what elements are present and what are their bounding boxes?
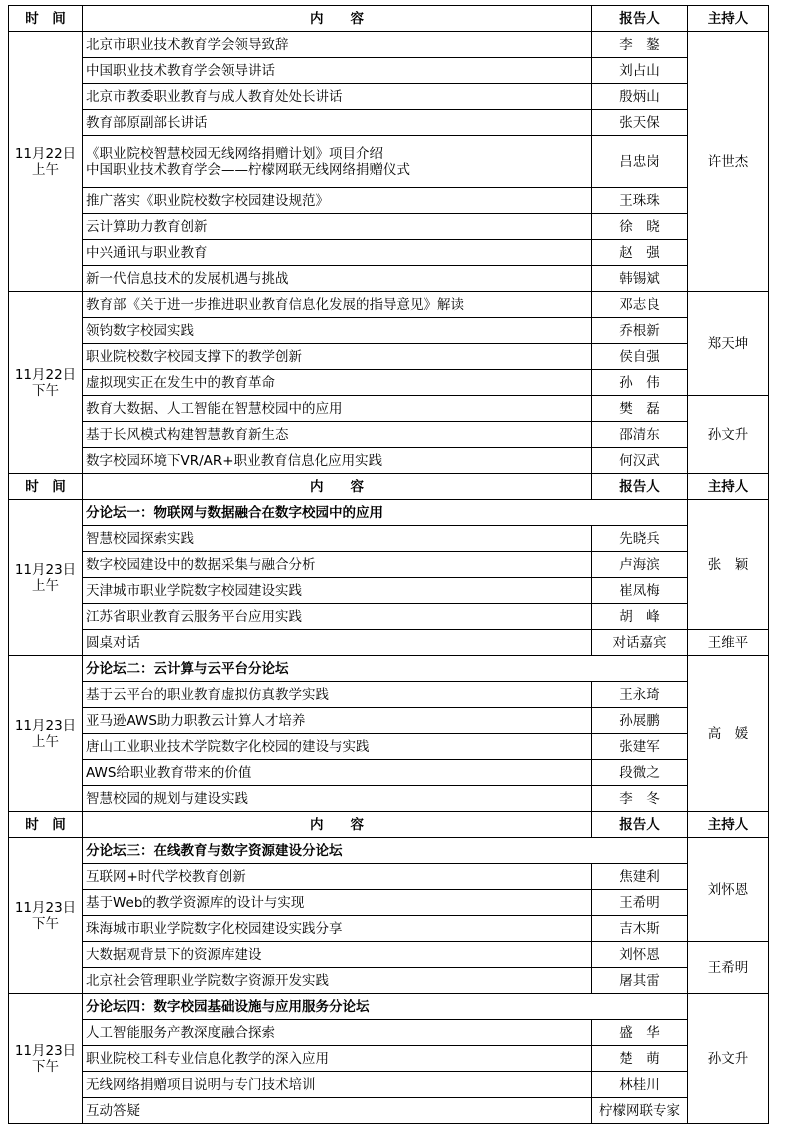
host-name: 许世杰 <box>688 32 769 292</box>
table-row <box>9 760 769 786</box>
speaker-name: 林桂川 <box>592 1072 688 1098</box>
talk-title: 教育部原副部长讲话 <box>83 110 592 136</box>
table-row <box>9 1072 769 1098</box>
header-content: 内 容 <box>83 6 592 32</box>
header-content: 内 容 <box>83 474 592 500</box>
talk-title: 大数据观背景下的资源库建设 <box>83 942 592 968</box>
talk-title: 亚马逊AWS助力职教云计算人才培养 <box>83 708 592 734</box>
header-row <box>9 6 769 32</box>
header-speaker: 报告人 <box>592 6 688 32</box>
talk-title: 智慧校园探索实践 <box>83 526 592 552</box>
speaker-name: 卢海滨 <box>592 552 688 578</box>
table-row <box>9 136 769 188</box>
table-row <box>9 1046 769 1072</box>
talk-title: 珠海城市职业学院数字化校园建设实践分享 <box>83 916 592 942</box>
table-row <box>9 734 769 760</box>
talk-title: 《职业院校智慧校园无线网络捐赠计划》项目介绍 中国职业技术教育学会——柠檬网联无线网络捐赠仪式 <box>83 136 592 188</box>
header-speaker: 报告人 <box>592 474 688 500</box>
schedule-table <box>8 5 769 1124</box>
header-time: 时 间 <box>9 812 83 838</box>
table-row <box>9 214 769 240</box>
speaker-name: 屠其雷 <box>592 968 688 994</box>
speaker-name: 刘占山 <box>592 58 688 84</box>
speaker-name: 吕忠岗 <box>592 136 688 188</box>
speaker-name: 徐 晓 <box>592 214 688 240</box>
table-row <box>9 448 769 474</box>
table-row <box>9 604 769 630</box>
talk-title: 无线网络捐赠项目说明与专门技术培训 <box>83 1072 592 1098</box>
talk-title: 基于云平台的职业教育虚拟仿真教学实践 <box>83 682 592 708</box>
table-row <box>9 942 769 968</box>
table-row <box>9 916 769 942</box>
talk-title: 基于长风模式构建智慧教育新生态 <box>83 422 592 448</box>
speaker-name: 邵清东 <box>592 422 688 448</box>
table-row <box>9 552 769 578</box>
header-row <box>9 812 769 838</box>
host-name: 王维平 <box>688 630 769 656</box>
speaker-name: 胡 峰 <box>592 604 688 630</box>
speaker-name: 赵 强 <box>592 240 688 266</box>
talk-title: 数字校园环境下VR/AR+职业教育信息化应用实践 <box>83 448 592 474</box>
talk-title: 新一代信息技术的发展机遇与挑战 <box>83 266 592 292</box>
speaker-name: 孙 伟 <box>592 370 688 396</box>
table-row <box>9 240 769 266</box>
speaker-name: 韩锡斌 <box>592 266 688 292</box>
speaker-name: 孙展鹏 <box>592 708 688 734</box>
speaker-name: 柠檬网联专家 <box>592 1098 688 1124</box>
talk-title: 推广落实《职业院校数字校园建设规范》 <box>83 188 592 214</box>
session-time: 11月23日 上午 <box>9 656 83 812</box>
speaker-name: 王希明 <box>592 890 688 916</box>
talk-title: 北京市职业技术教育学会领导致辞 <box>83 32 592 58</box>
speaker-name: 张建军 <box>592 734 688 760</box>
talk-title: 北京市教委职业教育与成人教育处处长讲话 <box>83 84 592 110</box>
talk-title: 江苏省职业教育云服务平台应用实践 <box>83 604 592 630</box>
speaker-name: 对话嘉宾 <box>592 630 688 656</box>
talk-title: 中兴通讯与职业教育 <box>83 240 592 266</box>
forum-title-row <box>9 656 769 682</box>
host-name: 孙文升 <box>688 994 769 1124</box>
talk-title: 职业院校数字校园支撑下的教学创新 <box>83 344 592 370</box>
table-row <box>9 682 769 708</box>
talk-title: 互动答疑 <box>83 1098 592 1124</box>
speaker-name: 李 鏊 <box>592 32 688 58</box>
header-host: 主持人 <box>688 812 769 838</box>
speaker-name: 刘怀恩 <box>592 942 688 968</box>
talk-title: 虚拟现实正在发生中的教育革命 <box>83 370 592 396</box>
header-row <box>9 474 769 500</box>
speaker-name: 段微之 <box>592 760 688 786</box>
speaker-name: 盛 华 <box>592 1020 688 1046</box>
table-row <box>9 344 769 370</box>
forum-title: 分论坛三：在线教育与数字资源建设分论坛 <box>83 838 688 864</box>
header-time: 时 间 <box>9 6 83 32</box>
talk-title: 数字校园建设中的数据采集与融合分析 <box>83 552 592 578</box>
table-row <box>9 1098 769 1124</box>
host-name: 刘怀恩 <box>688 838 769 942</box>
header-content: 内 容 <box>83 812 592 838</box>
talk-title: 教育部《关于进一步推进职业教育信息化发展的指导意见》解读 <box>83 292 592 318</box>
talk-title: 圆桌对话 <box>83 630 592 656</box>
talk-title: 互联网+时代学校教育创新 <box>83 864 592 890</box>
forum-title-row <box>9 994 769 1020</box>
table-row <box>9 396 769 422</box>
talk-title: 职业院校工科专业信息化教学的深入应用 <box>83 1046 592 1072</box>
talk-title: 唐山工业职业技术学院数字化校园的建设与实践 <box>83 734 592 760</box>
speaker-name: 何汉武 <box>592 448 688 474</box>
table-row <box>9 318 769 344</box>
speaker-name: 侯自强 <box>592 344 688 370</box>
forum-title: 分论坛二：云计算与云平台分论坛 <box>83 656 688 682</box>
table-row <box>9 370 769 396</box>
table-row <box>9 526 769 552</box>
session-time: 11月22日 下午 <box>9 292 83 474</box>
forum-title-row <box>9 500 769 526</box>
host-name: 张 颖 <box>688 500 769 630</box>
speaker-name: 樊 磊 <box>592 396 688 422</box>
table-row <box>9 58 769 84</box>
talk-title: 教育大数据、人工智能在智慧校园中的应用 <box>83 396 592 422</box>
speaker-name: 焦建利 <box>592 864 688 890</box>
talk-title: 人工智能服务产教深度融合探索 <box>83 1020 592 1046</box>
table-row <box>9 110 769 136</box>
forum-title: 分论坛四：数字校园基础设施与应用服务分论坛 <box>83 994 688 1020</box>
forum-title: 分论坛一：物联网与数据融合在数字校园中的应用 <box>83 500 688 526</box>
host-name: 郑天坤 <box>688 292 769 396</box>
talk-title: 云计算助力教育创新 <box>83 214 592 240</box>
table-row <box>9 630 769 656</box>
forum-title-row <box>9 838 769 864</box>
talk-title: 中国职业技术教育学会领导讲话 <box>83 58 592 84</box>
table-row <box>9 422 769 448</box>
speaker-name: 崔凤梅 <box>592 578 688 604</box>
speaker-name: 先晓兵 <box>592 526 688 552</box>
table-row <box>9 266 769 292</box>
host-name: 王希明 <box>688 942 769 994</box>
table-row <box>9 968 769 994</box>
speaker-name: 吉木斯 <box>592 916 688 942</box>
session-time: 11月23日 下午 <box>9 994 83 1124</box>
table-row <box>9 864 769 890</box>
table-row <box>9 292 769 318</box>
table-row <box>9 890 769 916</box>
talk-title: 北京社会管理职业学院数字资源开发实践 <box>83 968 592 994</box>
speaker-name: 张天保 <box>592 110 688 136</box>
speaker-name: 邓志良 <box>592 292 688 318</box>
table-row <box>9 578 769 604</box>
session-time: 11月23日 下午 <box>9 838 83 994</box>
table-row <box>9 188 769 214</box>
speaker-name: 殷炳山 <box>592 84 688 110</box>
talk-title: 智慧校园的规划与建设实践 <box>83 786 592 812</box>
host-name: 高 媛 <box>688 656 769 812</box>
speaker-name: 王珠珠 <box>592 188 688 214</box>
header-time: 时 间 <box>9 474 83 500</box>
talk-title: 领钧数字校园实践 <box>83 318 592 344</box>
talk-title: AWS给职业教育带来的价值 <box>83 760 592 786</box>
talk-title: 天津城市职业学院数字校园建设实践 <box>83 578 592 604</box>
session-time: 11月22日 上午 <box>9 32 83 292</box>
speaker-name: 李 冬 <box>592 786 688 812</box>
talk-title: 基于Web的教学资源库的设计与实现 <box>83 890 592 916</box>
speaker-name: 楚 萌 <box>592 1046 688 1072</box>
header-speaker: 报告人 <box>592 812 688 838</box>
header-host: 主持人 <box>688 6 769 32</box>
speaker-name: 王永琦 <box>592 682 688 708</box>
table-row <box>9 1020 769 1046</box>
table-row <box>9 84 769 110</box>
host-name: 孙文升 <box>688 396 769 474</box>
table-row <box>9 708 769 734</box>
session-time: 11月23日 上午 <box>9 500 83 656</box>
table-row <box>9 786 769 812</box>
table-row <box>9 32 769 58</box>
speaker-name: 乔根新 <box>592 318 688 344</box>
header-host: 主持人 <box>688 474 769 500</box>
